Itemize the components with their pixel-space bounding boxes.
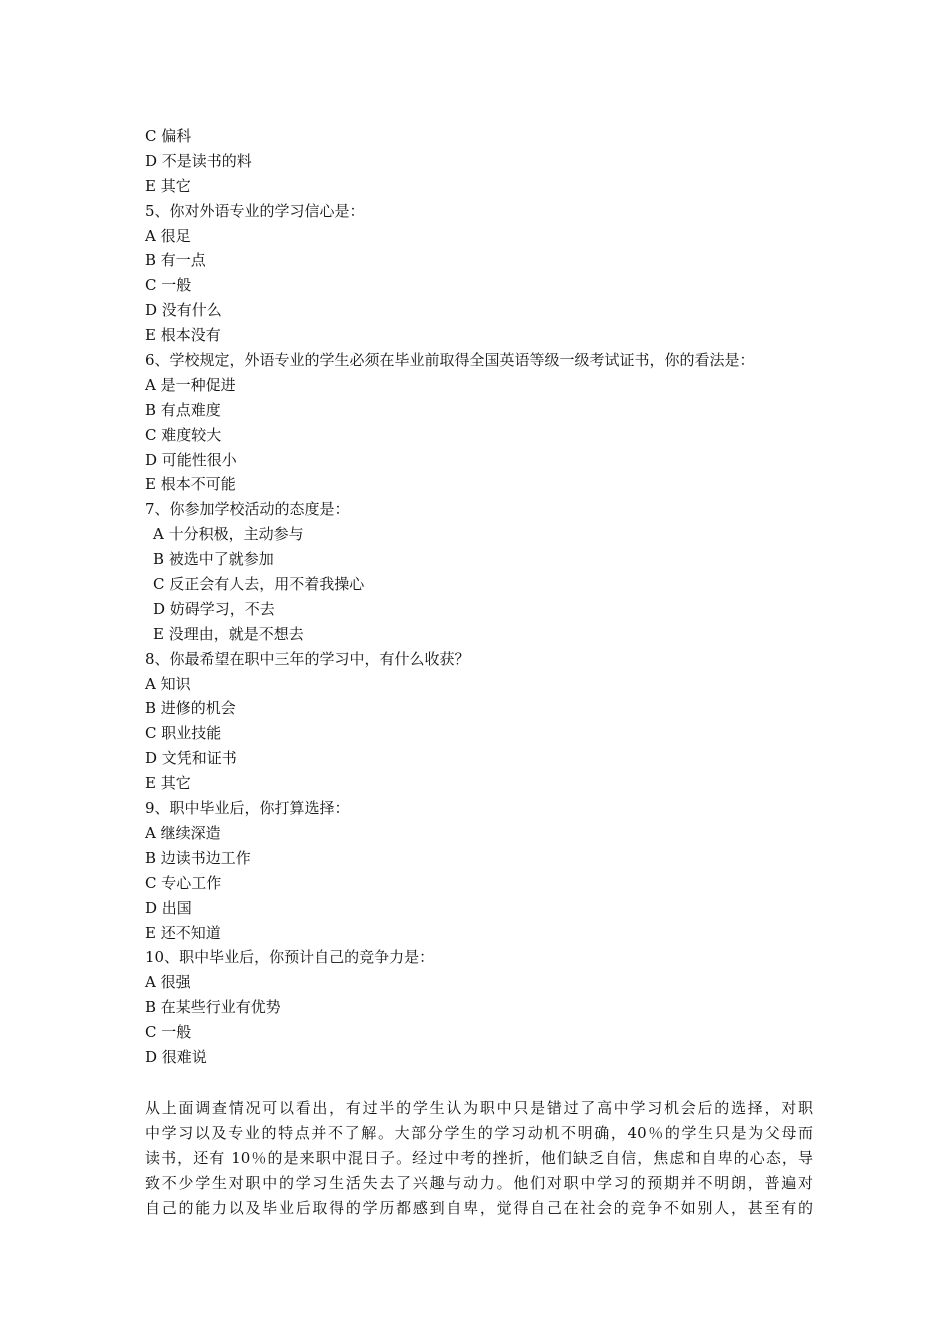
survey-questions: [145, 124, 815, 1070]
text-line: D 妨碍学习，不去: [153, 599, 275, 618]
paragraph-line: 从上面调查情况可以看出，有过半的学生认为职中只是错过了高中学习机会后的选择，对职: [145, 1099, 813, 1117]
text-line: E 其它: [145, 774, 191, 793]
text-line: A 十分积极，主动参与: [153, 525, 304, 544]
text-line: B 在某些行业有优势: [145, 998, 281, 1017]
text-line: E 还不知道: [145, 923, 221, 942]
text-line: A 继续深造: [145, 823, 221, 842]
text-line: E 其它: [145, 176, 191, 195]
text-line: C 反正会有人去，用不着我操心: [153, 575, 365, 594]
text-line: 5、你对外语专业的学习信心是：: [145, 201, 365, 220]
text-line: A 很足: [145, 226, 191, 245]
text-line: C 一般: [145, 1023, 192, 1042]
analysis-paragraph: [145, 1096, 813, 1221]
text-line: A 知识: [145, 674, 191, 693]
paragraph-line: 致不少学生对职中的学习生活失去了兴趣与动力。他们对职中学习的预期并不明朗，普遍对: [145, 1174, 813, 1192]
text-line: D 文凭和证书: [145, 749, 237, 768]
text-line: 7、你参加学校活动的态度是：: [145, 500, 350, 519]
text-line: E 根本不可能: [145, 475, 236, 494]
text-line: A 很强: [145, 973, 191, 992]
text-line: B 进修的机会: [145, 699, 236, 718]
text-line: 8、你最希望在职中三年的学习中，有什么收获？: [145, 649, 470, 668]
paragraph-line: 中学习以及专业的特点并不了解。大部分学生的学习动机不明确，40％的学生只是为父母而: [145, 1124, 813, 1142]
text-line: B 有一点: [145, 251, 206, 270]
paragraph-line: 自己的能力以及毕业后取得的学历都感到自卑，觉得自己在社会的竞争不如别人，甚至有的: [145, 1199, 813, 1217]
text-line: 10、职中毕业后，你预计自己的竞争力是：: [145, 948, 435, 967]
text-line: 6、学校规定，外语专业的学生必须在毕业前取得全国英语等级一级考试证书，你的看法是：: [145, 351, 755, 370]
text-line: D 没有什么: [145, 301, 222, 320]
text-line: D 出国: [145, 898, 192, 917]
text-line: C 难度较大: [145, 425, 222, 444]
text-line: D 很难说: [145, 1047, 207, 1066]
text-line: B 被选中了就参加: [153, 550, 274, 569]
text-line: 9、职中毕业后，你打算选择：: [145, 799, 350, 818]
paragraph-line: 读书，还有 10％的是来职中混日子。经过中考的挫折，他们缺乏自信，焦虑和自卑的心态，导: [145, 1149, 813, 1167]
text-line: A 是一种促进: [145, 375, 236, 394]
text-line: D 可能性很小: [145, 450, 237, 469]
text-line: B 有点难度: [145, 400, 221, 419]
text-line: C 专心工作: [145, 873, 222, 892]
text-line: C 职业技能: [145, 724, 222, 743]
text-line: E 根本没有: [145, 326, 221, 345]
text-line: E 没理由，就是不想去: [153, 624, 304, 643]
text-line: C 偏科: [145, 127, 192, 145]
text-line: B 边读书边工作: [145, 848, 251, 867]
text-line: D 不是读书的料: [145, 151, 252, 170]
text-line: C 一般: [145, 276, 192, 295]
